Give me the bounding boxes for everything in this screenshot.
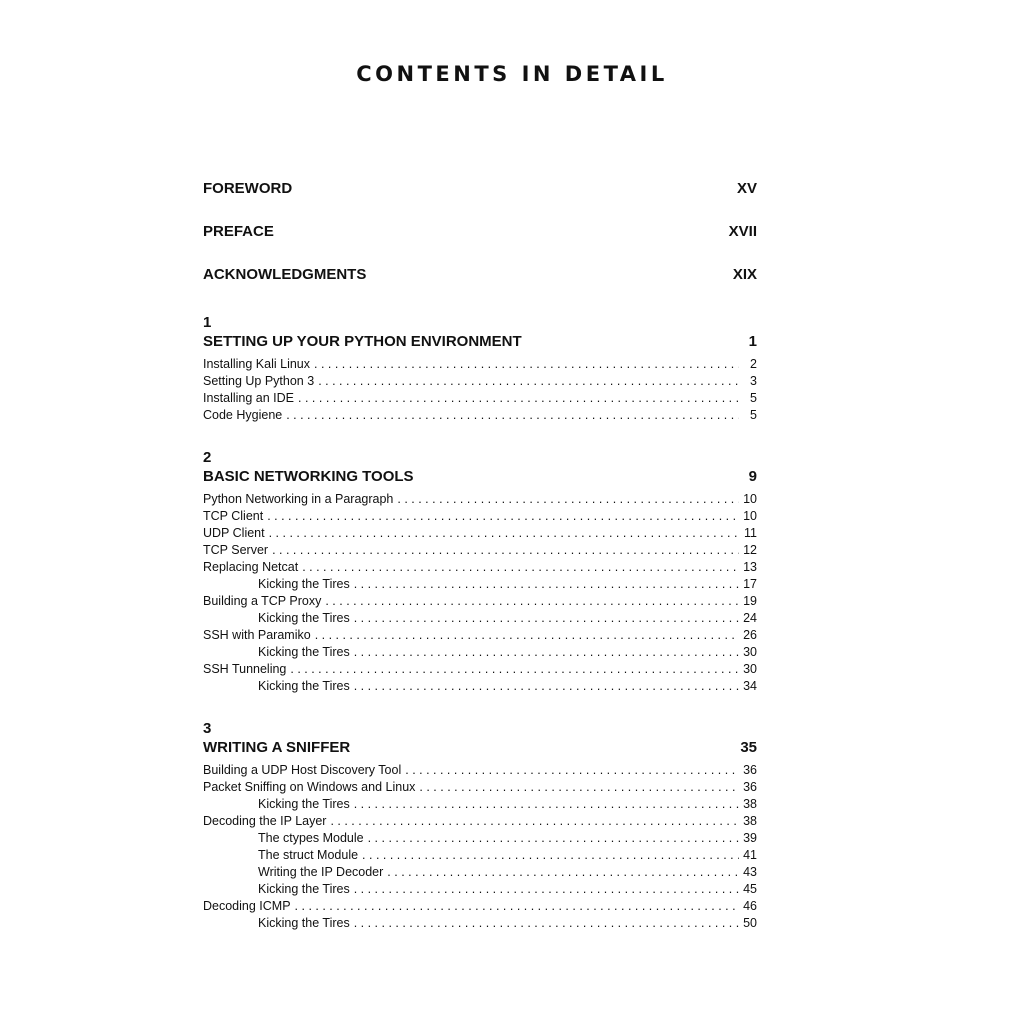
entry-label: Installing an IDE [203,391,295,405]
toc-subentry[interactable] [203,830,757,847]
chapter-number: 1 [203,314,212,331]
entry-page: 36 [743,780,757,794]
toc-subentry[interactable] [203,610,757,627]
entry-page: 36 [743,763,757,777]
dot-leader [267,508,739,525]
front-entry-label: FOREWORD [203,180,293,197]
toc-entry[interactable] [203,525,757,542]
front-matter [203,178,757,285]
toc-subentry[interactable] [203,915,757,932]
entry-label: Kicking the Tires [258,882,350,896]
entry-page: 39 [743,831,757,845]
page-title: CONTENTS IN DETAIL [356,62,668,86]
dot-leader [314,356,739,373]
front-entry-foreword[interactable] [203,178,757,199]
entry-page: 30 [743,645,757,659]
dot-leader [387,864,739,881]
entry-page: 2 [750,357,757,371]
entry-label: Replacing Netcat [203,560,299,574]
entry-page: 50 [743,916,757,930]
dot-leader [269,525,739,542]
toc-entry[interactable] [203,593,757,610]
entry-page: 5 [750,391,757,405]
front-entry-page: XIX [732,266,757,283]
dot-leader [354,796,739,813]
dot-leader [368,830,739,847]
front-entry-page: XV [736,180,757,197]
toc-entry[interactable] [203,898,757,915]
chapter-1 [203,314,757,424]
dot-leader [295,898,739,915]
toc-entry[interactable] [203,627,757,644]
entry-page: 17 [743,577,757,591]
chapter-title: WRITING A SNIFFER [203,739,351,756]
entry-page: 10 [743,509,757,523]
toc-entry[interactable] [203,813,757,830]
dot-leader [354,678,739,695]
chapter-number: 2 [203,449,212,466]
dot-leader [318,373,739,390]
table-of-contents [203,178,757,957]
front-entry-page: XVII [728,223,757,240]
toc-subentry[interactable] [203,678,757,695]
entry-label: Code Hygiene [203,408,283,422]
entry-page: 46 [743,899,757,913]
chapter-heading[interactable] [203,332,757,352]
entry-label: Decoding ICMP [203,899,291,913]
toc-entry[interactable] [203,508,757,525]
toc-entry[interactable] [203,407,757,424]
toc-subentry[interactable] [203,796,757,813]
entry-page: 45 [743,882,757,896]
entry-label: TCP Server [203,543,269,557]
dot-leader [330,813,739,830]
entry-page: 38 [743,797,757,811]
entry-page: 19 [743,594,757,608]
toc-entry[interactable] [203,356,757,373]
toc-entry[interactable] [203,779,757,796]
dot-leader [354,915,739,932]
front-entry-label: PREFACE [203,223,274,240]
entry-label: Kicking the Tires [258,916,350,930]
entry-page: 3 [750,374,757,388]
toc-subentry[interactable] [203,881,757,898]
entry-label: Installing Kali Linux [203,357,311,371]
dot-leader [302,559,739,576]
chapter-2 [203,449,757,695]
dot-leader [290,661,739,678]
entry-page: 10 [743,492,757,506]
entry-page: 5 [750,408,757,422]
dot-leader [325,593,739,610]
entry-label: Kicking the Tires [258,797,350,811]
chapter-title: SETTING UP YOUR PYTHON ENVIRONMENT [203,333,522,350]
entry-page: 41 [743,848,757,862]
entry-label: Writing the IP Decoder [258,865,384,879]
entry-label: Building a TCP Proxy [203,594,322,608]
dot-leader [362,847,739,864]
front-entry-label: ACKNOWLEDGMENTS [203,266,367,283]
dot-leader [419,779,739,796]
entry-label: The ctypes Module [258,831,364,845]
entry-page: 38 [743,814,757,828]
dot-leader [354,610,739,627]
entry-label: The struct Module [258,848,359,862]
entry-label: Packet Sniffing on Windows and Linux [203,780,416,794]
dot-leader [286,407,739,424]
entry-label: Setting Up Python 3 [203,374,315,388]
entry-label: Decoding the IP Layer [203,814,327,828]
toc-subentry[interactable] [203,644,757,661]
dot-leader [405,762,739,779]
entry-label: UDP Client [203,526,265,540]
entry-page: 26 [743,628,757,642]
chapter-list [203,314,757,932]
toc-entry[interactable] [203,390,757,407]
front-entry-acknowledgments[interactable] [203,264,757,285]
dot-leader [354,576,739,593]
toc-entry[interactable] [203,762,757,779]
toc-entry[interactable] [203,542,757,559]
toc-subentry[interactable] [203,847,757,864]
entry-page: 12 [743,543,757,557]
dot-leader [354,881,739,898]
entry-label: Kicking the Tires [258,679,350,693]
entry-page: 24 [743,611,757,625]
entry-page: 30 [743,662,757,676]
entry-page: 34 [743,679,757,693]
entry-label: SSH with Paramiko [203,628,311,642]
chapter-title: BASIC NETWORKING TOOLS [203,468,414,485]
chapter-heading[interactable] [203,467,757,487]
entry-label: Building a UDP Host Discovery Tool [203,763,402,777]
front-entry-preface[interactable] [203,221,757,242]
chapter-page: 35 [740,739,757,756]
chapter-number: 3 [203,720,212,737]
entry-page: 11 [744,526,757,540]
toc-entry[interactable] [203,661,757,678]
dot-leader [272,542,739,559]
toc-entry[interactable] [203,559,757,576]
toc-entry[interactable] [203,373,757,390]
entry-page: 13 [743,560,757,574]
chapter-page: 1 [748,333,757,350]
chapter-page: 9 [748,468,757,485]
toc-subentry[interactable] [203,576,757,593]
dot-leader [354,644,739,661]
toc-entry[interactable] [203,491,757,508]
entry-page: 43 [743,865,757,879]
entry-label: Python Networking in a Paragraph [203,492,394,506]
toc-subentry[interactable] [203,864,757,881]
chapter-3 [203,720,757,932]
dot-leader [298,390,739,407]
entry-label: Kicking the Tires [258,645,350,659]
entry-label: Kicking the Tires [258,611,350,625]
entry-label: Kicking the Tires [258,577,350,591]
chapter-heading[interactable] [203,738,757,758]
entry-label: SSH Tunneling [203,662,287,676]
dot-leader [315,627,739,644]
dot-leader [397,491,739,508]
entry-label: TCP Client [203,509,264,523]
